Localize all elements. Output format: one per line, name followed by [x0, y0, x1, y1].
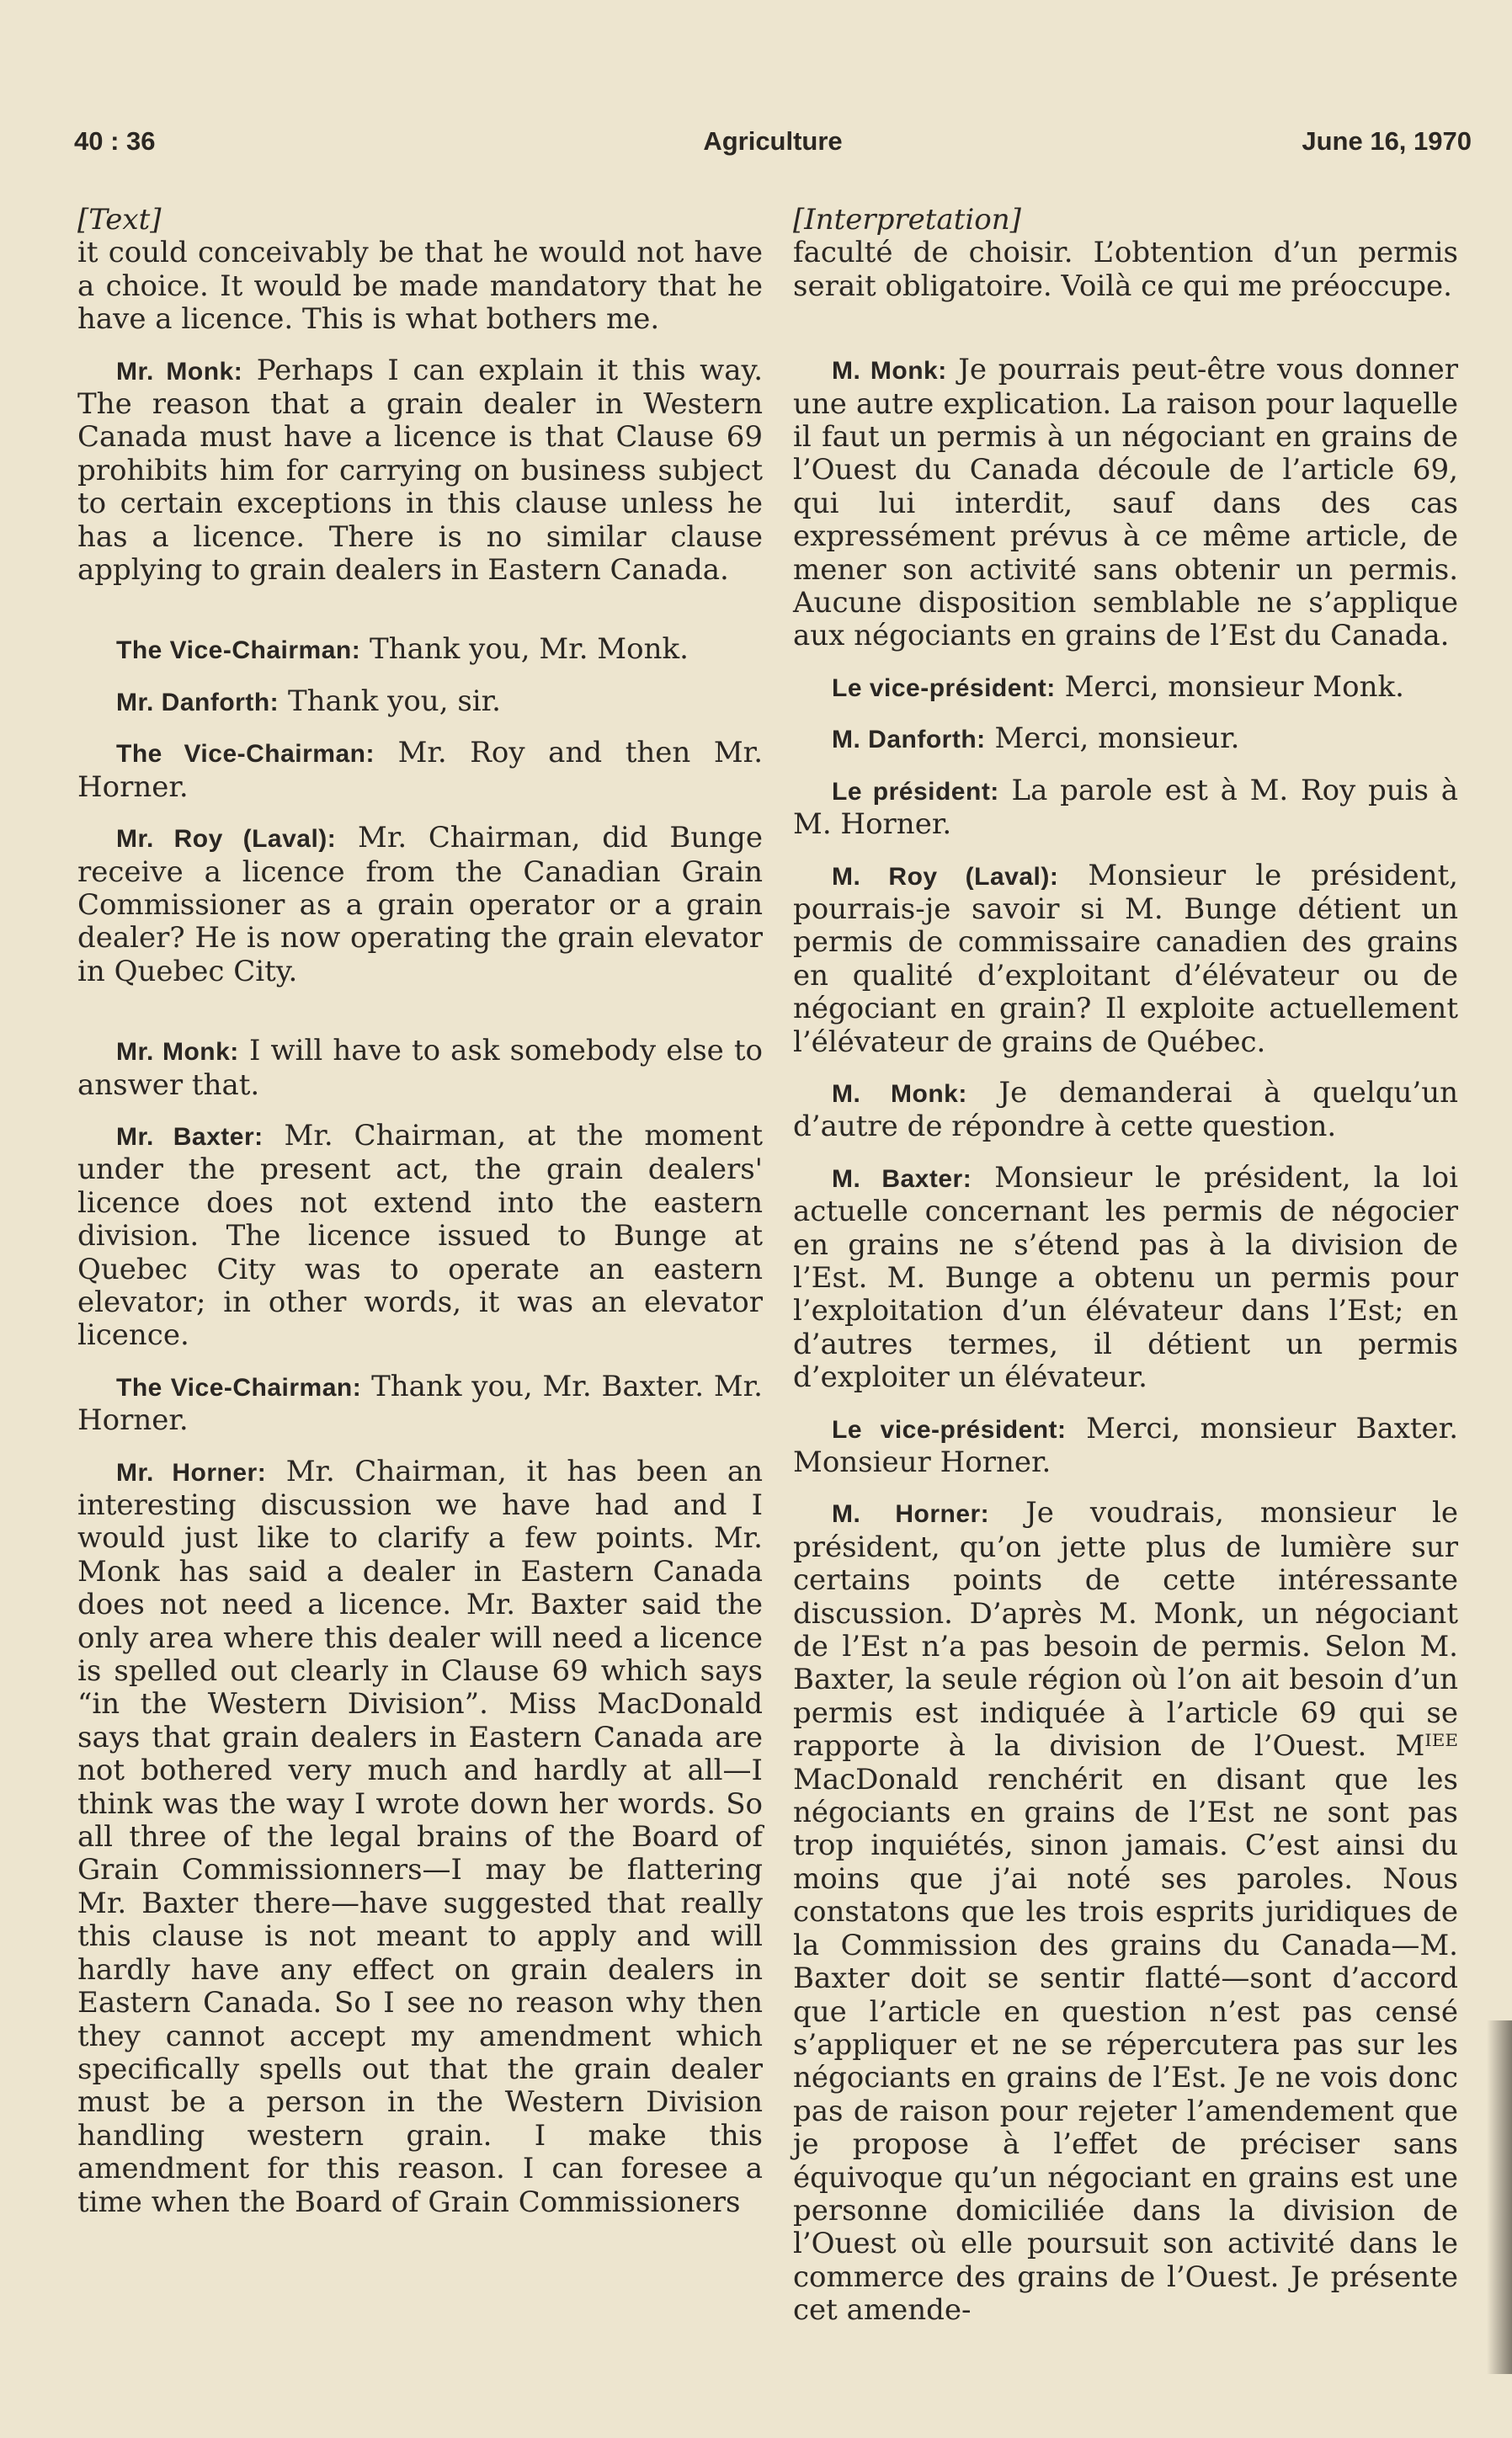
- paragraph: [77, 1035, 763, 1102]
- speaker-name: Mr. Danforth:: [116, 688, 280, 716]
- english-column: [77, 204, 763, 2219]
- paragraph-text: La parole est à M. Roy puis à M. Horner.: [793, 773, 1458, 842]
- page-binding-shadow: [1487, 2020, 1512, 2374]
- paragraph-text: Merci, monsieur Baxter. Monsieur Horner.: [793, 1411, 1459, 1479]
- speaker-name: Mr. Roy (Laval):: [116, 825, 337, 854]
- speaker-name: Mr. Monk:: [116, 1038, 239, 1067]
- paragraph-text: I will have to ask somebody else to answer that.: [77, 1034, 764, 1102]
- speaker-name: M. Horner:: [832, 1500, 990, 1529]
- paragraph: [77, 633, 763, 667]
- paragraph-text: it could conceivably be that he would not have a choice. It would be made mandatory that he have a licence. This is what bothers me.: [77, 236, 763, 337]
- speaker-name: M. Monk:: [832, 357, 947, 386]
- paragraph-text: Merci, monsieur Monk.: [1064, 669, 1404, 704]
- paragraph: [77, 1456, 763, 2219]
- paragraph-text: Je voudrais, monsieur le président, qu’on jette plus de lumière sur certains points de cette intéressante discussion. D’après M. Monk, un négociant de l’Est n’a pas besoin de permis. Selon M. Baxter, la seule région où l’on ait besoin d’un permis est indiquée à l’article 69 qui se rapporte à la division de l’Ouest. Mᴵᴱᴱ MacDonald renchérit en disant que les négociants en grains de l’Est ne sont pas trop inquiétés, sinon jamais. C’est ainsi du moins que j’ai noté ses paroles. Nous constatons que les trois esprits juridiques de la Commission des grains du Canada—M. Baxter doit se sentir flatté—sont d’accord que l’article en question n’est pas censé s’appliquer et ne se répercutera pas sur les négociants en grains de l’Est. Je ne vois donc pas de raison pour rejeter l’amendement que je propose à l’effet de préciser sans équivoque qu’un négociant en grains est une personne domiciliée dans la division de l’Ouest où elle poursuit son activité dans le commerce des grains de l’Ouest. Je présente cet amende-: [793, 1496, 1459, 2328]
- speaker-name: Le vice-président:: [832, 673, 1056, 702]
- paragraph-text: Merci, monsieur.: [994, 721, 1240, 756]
- french-column: [793, 204, 1458, 2328]
- column-label-interpretation: [Interpretation]: [793, 203, 1021, 237]
- speaker-name: M. Danforth:: [832, 726, 986, 754]
- paragraph-text: Mr. Chairman, it has been an interesting discussion we have had and I would just like to clarify a few points. Mr. Monk has said a dealer in Eastern Canada does not need a licence. Mr. Baxter said the only area where this dealer will need a licence is spelled out clearly in Clause 69 which says “in the Western Division”. Miss MacDonald says that grain dealers in Eastern Canada are not bothered very much and hardly at all—I think was the way I wrote down her words. So all three of the legal brains of the Board of Grain Commissionners—I may be flattering Mr. Baxter there—have suggested that really this clause is not meant to apply and will hardly have any effect on grain dealers in Eastern Canada. So I see no reason why then they cannot accept my amendment which specifically spells out that the grain dealer must be a person in the Western Division handling western grain. I make this amendment for this reason. I can foresee a time when the Board of Grain Commissioners: [77, 1454, 763, 2219]
- paragraph-text: Je pourrais peut-être vous donner une autre explication. La raison pour laquelle il faut un permis à un négociant en grains de l’Ouest du Canada découle de l’article 69, qui lui interdit, sauf dans des cas expressément prévus à ce même article, de mener son activité sans obtenir un permis. Aucune disposition semblable ne s’applique aux négociants en grains de l’Est du Canada.: [793, 353, 1459, 653]
- paragraph: [793, 1077, 1458, 1144]
- page-header: [74, 126, 1472, 168]
- paragraph: [793, 1497, 1458, 2327]
- paragraph: [793, 860, 1458, 1059]
- speaker-name: Mr. Horner:: [116, 1458, 267, 1487]
- speaker-name: The Vice-Chairman:: [116, 1373, 362, 1402]
- paragraph-text: Je demanderai à quelqu’un d’autre de répondre à cette question.: [793, 1075, 1458, 1144]
- page-date: June 16, 1970: [1302, 126, 1472, 156]
- paragraph: [77, 354, 763, 588]
- speaker-name: The Vice-Chairman:: [116, 636, 361, 665]
- paragraph-text: Monsieur le président, la loi actuelle concernant les permis de négocier en grains ne s’étend pas à la division de l’Est. M. Bunge a obtenu un permis pour l’exploitation d’un élévateur dans l’Est; en d’autres termes, il détient un permis d’exploiter un élévateur.: [793, 1160, 1459, 1395]
- speaker-name: Mr. Baxter:: [116, 1122, 264, 1151]
- section-title: Agriculture: [703, 126, 843, 156]
- paragraph: [77, 685, 763, 719]
- paragraph: [793, 354, 1458, 653]
- paragraph-text: faculté de choisir. L’obtention d’un permis serait obligatoire. Voilà ce qui me préoccupe.: [793, 236, 1458, 303]
- paragraph-text: Thank you, sir.: [287, 684, 501, 718]
- speaker-name: The Vice-Chairman:: [116, 740, 375, 769]
- page-number: 40 : 36: [74, 126, 156, 156]
- paragraph: [77, 1120, 763, 1353]
- speaker-name: M. Monk:: [832, 1079, 967, 1108]
- speaker-name: Mr. Monk:: [116, 357, 243, 386]
- speaker-name: Le président:: [832, 777, 999, 806]
- paragraph: [793, 237, 1458, 303]
- paragraph: [793, 1413, 1458, 1480]
- speaker-name: Le vice-président:: [832, 1415, 1067, 1444]
- paragraph: [793, 1162, 1458, 1395]
- paragraph: [77, 822, 763, 988]
- paragraph-text: Mr. Chairman, did Bunge receive a licence from the Canadian Grain Commissioner as a grain operator or a grain dealer? He is now operating the grain elevator in Quebec City.: [77, 821, 764, 988]
- paragraph-text: Monsieur le président, pourrais-je savoir si M. Bunge détient un permis de commissaire canadien des grains en qualité d’exploitant d’élévateur ou de négociant en grain? Il exploite actuellement l’élévateur de grains de Québec.: [793, 858, 1458, 1059]
- paragraph-text: Thank you, Mr. Baxter. Mr. Horner.: [77, 1369, 763, 1438]
- paragraph-text: Thank you, Mr. Monk.: [370, 632, 689, 667]
- paragraph: [77, 737, 763, 804]
- paragraph: [793, 722, 1458, 756]
- paragraph: [793, 775, 1458, 842]
- paragraph: [793, 671, 1458, 705]
- paragraph-text: Mr. Chairman, at the moment under the present act, the grain dealers' licence does not extend into the eastern division. The licence issued to Bunge at Quebec City was to operate an eastern elevator; in other words, it was an elevator licence.: [77, 1118, 763, 1353]
- paragraph-text: Mr. Roy and then Mr. Horner.: [77, 736, 763, 804]
- paragraph: [77, 237, 763, 336]
- paragraph-text: Perhaps I can explain it this way. The reason that a grain dealer in Western Canada must have a licence is that Clause 69 prohibits him for carrying on business subject to certain exceptions in this clause unless he has a licence. There is no similar clause applying to grain dealers in Eastern Canada.: [77, 353, 764, 588]
- column-label-text: [Text]: [77, 203, 162, 237]
- speaker-name: M. Roy (Laval):: [832, 862, 1059, 891]
- paragraph: [77, 1371, 763, 1438]
- speaker-name: M. Baxter:: [832, 1164, 972, 1193]
